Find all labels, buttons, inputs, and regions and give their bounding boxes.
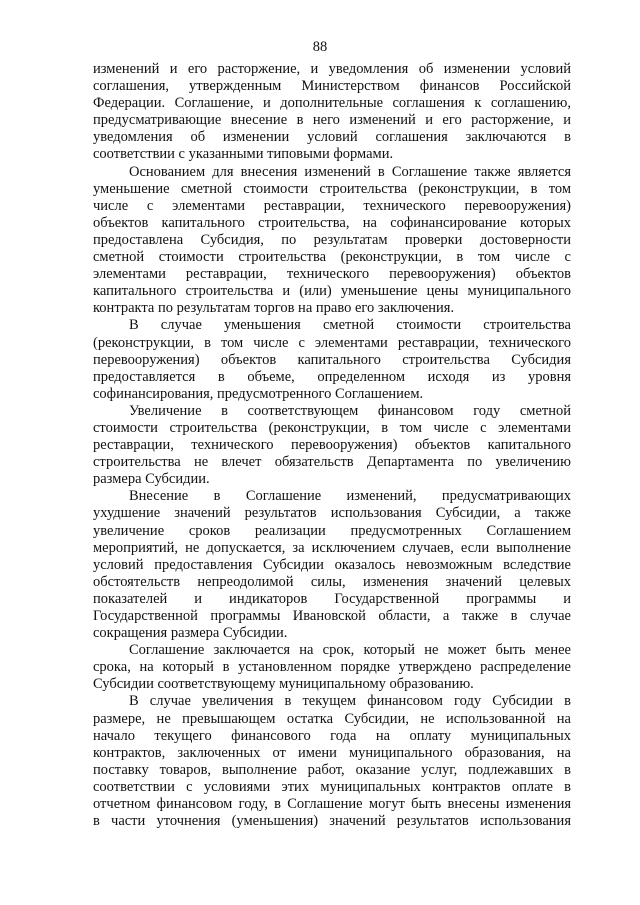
text-line: обстоятельств непреодолимой силы, изменения значений целевых — [93, 573, 571, 590]
text-line: Внесение в Соглашение изменений, предусматривающих — [129, 488, 571, 505]
text-line: изменений и его расторжение, и уведомления об изменении условий — [93, 61, 571, 77]
text-line: мероприятий, не допускается, за исключением случаев, если выполнение — [93, 539, 571, 556]
paragraph — [93, 642, 571, 693]
text-line: предоставляется в объеме, определенном исходя из уровня — [93, 368, 571, 385]
text-line: В случае увеличения в текущем финансовом году Субсидии в — [129, 693, 571, 710]
text-line: Соглашение заключается на срок, который не может быть менее — [129, 642, 571, 659]
paragraph — [93, 317, 571, 402]
text-line: строительства не влечет обязательств Департамента по увеличению — [93, 454, 571, 471]
text-line: условий предоставления Субсидии оказалось невозможным вследствие — [93, 556, 571, 573]
text-line: сметной стоимости строительства (реконструкции, в том числе с — [93, 249, 571, 266]
body-text — [93, 61, 571, 830]
text-line: предусматривающие внесение в него изменений и его расторжение, и — [93, 112, 571, 129]
paragraph — [93, 403, 571, 488]
text-line: соответствии с условиями этих муниципальных контрактов оплате в — [93, 778, 571, 795]
text-line: увеличение сроков реализации предусмотренных Соглашением — [93, 522, 571, 539]
text-line: перевооружения) объектов капитального строительства Субсидия — [93, 351, 571, 368]
text-line: стоимости строительства (реконструкции, в том числе с элементами — [93, 419, 571, 436]
text-line: размера Субсидии. — [93, 471, 210, 488]
text-line: соответствии с указанными типовыми формами. — [93, 146, 394, 163]
text-line: контрактов, заключенных от имени муниципального образования, на — [93, 744, 571, 761]
text-line: Основанием для внесения изменений в Соглашение также является — [129, 163, 571, 180]
text-line: реставрации, технического перевооружения) объектов капитального — [93, 437, 571, 454]
text-line: срока, на который в установленном порядке утверждено распределение — [93, 659, 571, 676]
text-line: уведомления об изменении условий соглашения заключаются в — [93, 129, 571, 146]
paragraph — [93, 61, 571, 164]
text-line: в части уточнения (уменьшения) значений результатов использования — [93, 813, 571, 830]
text-line: Федерации. Соглашение, и дополнительные соглашения к соглашению, — [93, 95, 571, 112]
paragraph — [93, 488, 571, 642]
text-line: Государственной программы Ивановской области, а также в случае — [93, 608, 571, 624]
text-line: размере, не превышающем остатка Субсидии, не использованной на — [93, 710, 571, 727]
text-line: (реконструкции, в том числе с элементами реставрации, технического — [93, 334, 571, 351]
text-line: поставку товаров, выполнение работ, оказание услуг, подлежавших в — [93, 761, 571, 778]
paragraph — [93, 693, 571, 830]
text-line: показателей и индикаторов Государственной программы и — [93, 590, 571, 607]
text-line: уменьшение сметной стоимости строительства (реконструкции, в том — [93, 180, 571, 197]
text-line: софинансирования, предусмотренного Соглашением. — [93, 385, 424, 402]
text-line: элементами реставрации, технического перевооружения) объектов — [93, 266, 571, 283]
text-line: предоставлена Субсидия, по результатам проверки достоверности — [93, 231, 571, 248]
text-line: ухудшение значений результатов использования Субсидии, а также — [93, 505, 571, 522]
text-line: числе с элементами реставрации, технического перевооружения) — [93, 197, 571, 214]
text-line: начало текущего финансового года на оплату муниципальных — [93, 727, 571, 744]
text-line: В случае уменьшения сметной стоимости строительства — [129, 317, 571, 334]
text-line: контракта по результатам торгов на право его заключения. — [93, 300, 455, 317]
text-line: Увеличение в соответствующем финансовом году сметной — [129, 402, 571, 419]
text-line: сокращения размера Субсидии. — [93, 625, 288, 642]
text-line: соглашения, утвержденным Министерством финансов Российской — [93, 78, 571, 95]
text-line: капитального строительства и (или) уменьшение цены муниципального — [93, 283, 571, 300]
text-line: объектов капитального строительства, на софинансирование которых — [93, 214, 571, 231]
paragraph — [93, 164, 571, 318]
text-line: Субсидии соответствующему муниципальному образованию. — [93, 676, 474, 693]
text-line: отчетном финансовом году, в Соглашение могут быть внесены изменения — [93, 796, 571, 813]
page-number: 88 — [312, 39, 328, 55]
